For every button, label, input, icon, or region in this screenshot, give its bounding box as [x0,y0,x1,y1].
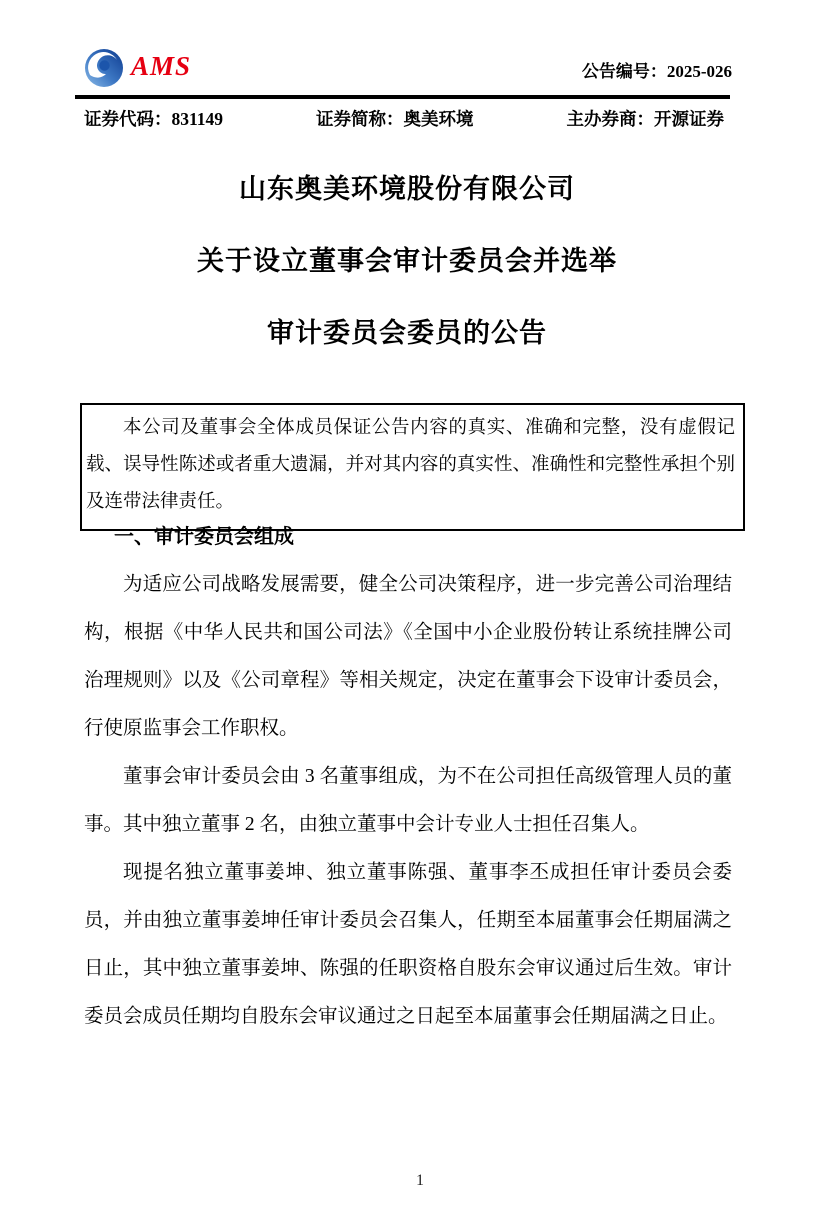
logo-wordmark: AMS [131,50,192,81]
title-line-2: 关于设立董事会审计委员会并选举 [197,245,617,276]
page-number: 1 [416,1172,424,1189]
securities-info-row [84,106,724,131]
securities-name: 证券简称：奥美环境 [316,109,474,129]
disclaimer-text: 本公司及董事会全体成员保证公告内容的真实、准确和完整，没有虚假记载、误导性陈述或者重大遗漏，并对其内容的真实性、准确性和完整性承担个别及连带法律责任。 [86,418,735,512]
title-line-3: 审计委员会委员的公告 [267,317,547,348]
section-heading: 一、审计委员会组成 [114,526,294,548]
sponsor-broker: 主办券商：开源证券 [566,109,724,129]
securities-code: 证券代码：831149 [84,109,224,129]
body-paragraph: 为适应公司战略发展需要，健全公司决策程序，进一步完善公司治理结构，根据《中华人民共和国公司法》《全国中小企业股份转让系统挂牌公司治理规则》以及《公司章程》等相关规定，决定在董事会下设审计委员会，行使原监事会工作职权。 [84,574,732,739]
page-footer [0,1172,840,1190]
header-divider [75,95,730,99]
announcement-number: 公告编号：2025-026 [581,61,732,81]
ams-swirl-icon [84,48,124,88]
page-header [84,48,732,88]
body-paragraph: 现提名独立董事姜坤、独立董事陈强、董事李丕成担任审计委员会委员，并由独立董事姜坤任审计委员会召集人，任期至本届董事会任期届满之日止，其中独立董事姜坤、陈强的任职资格自股东会审议通过后生效。审计委员会成员任期均自股东会审议通过之日起至本届董事会任期届满之日止。 [84,862,732,1027]
body-paragraph: 董事会审计委员会由 3 名董事组成，为不在公司担任高级管理人员的董事。其中独立董事 2 名，由独立董事中会计专业人士担任召集人。 [84,766,732,835]
document-title [84,150,730,366]
disclaimer-box [80,403,745,531]
document-body [84,513,732,1041]
company-logo [84,48,191,88]
title-line-1: 山东奥美环境股份有限公司 [239,173,575,204]
